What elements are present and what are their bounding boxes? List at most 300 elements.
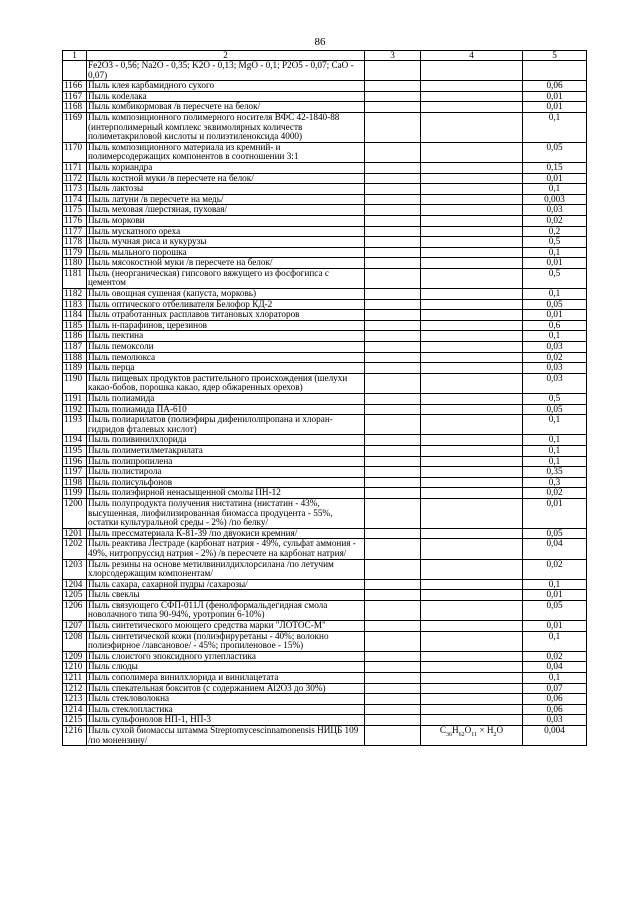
table-row <box>63 651 587 662</box>
substance-name: Пыль композиционного полимерного носителя ВФС 42-1840-88 (интерполимерный комплекс эквимолярных количеств полиметакриловой кислоты и полиэтиленоксида 4000) <box>87 112 365 142</box>
limit-value: 0,1 <box>523 247 587 258</box>
limit-value: 0,05 <box>523 528 587 539</box>
row-number: 1187 <box>63 342 87 353</box>
column-header: 5 <box>523 51 587 61</box>
limit-value: 0,1 <box>523 331 587 342</box>
formula <box>421 142 523 162</box>
formula <box>421 715 523 726</box>
substance-name: Пыль сухой биомассы штамма Streptomycescinnamonensis НИЦБ 109 /по монензину/ <box>87 726 365 746</box>
column-3-value <box>365 704 421 715</box>
column-3-value <box>365 673 421 684</box>
table-row <box>63 81 587 92</box>
limit-value: 0,003 <box>523 194 587 205</box>
column-3-value <box>365 445 421 456</box>
substance-name: Пыль клея карбамидного сухого <box>87 81 365 92</box>
substance-name: Пыль кориандра <box>87 162 365 173</box>
limit-value: 0,1 <box>523 456 587 467</box>
table-row <box>63 704 587 715</box>
substance-name: Пыль полиамида ПА-610 <box>87 404 365 415</box>
substance-name: Пыль полупродукта получения нистатина (нистатин - 43%, высушенная, лиофилизированная биомасса продуцента - 55%, остатки культуральной среды - 2%) /по белку/ <box>87 498 365 528</box>
substance-name: Пыль мускатного ореха <box>87 226 365 237</box>
table-row <box>63 539 587 559</box>
column-3-value <box>365 539 421 559</box>
substance-name: Пыль полиэфирной ненасыщенной смолы ПН-12 <box>87 488 365 499</box>
formula <box>421 394 523 405</box>
column-3-value <box>365 694 421 705</box>
table-row <box>63 435 587 446</box>
row-number: 1202 <box>63 539 87 559</box>
row-number: 1211 <box>63 673 87 684</box>
table-row <box>63 91 587 102</box>
row-number: 1186 <box>63 331 87 342</box>
limit-value: 0,1 <box>523 631 587 651</box>
column-3-value <box>365 559 421 579</box>
header-row <box>63 51 587 61</box>
formula <box>421 162 523 173</box>
column-3-value <box>365 715 421 726</box>
column-3-value <box>365 498 421 528</box>
formula <box>421 694 523 705</box>
limit-value: 0,01 <box>523 621 587 632</box>
table-row <box>63 726 587 746</box>
limit-value: 0,1 <box>523 184 587 195</box>
formula <box>421 445 523 456</box>
column-3-value <box>365 600 421 620</box>
column-3-value <box>365 112 421 142</box>
row-number: 1179 <box>63 247 87 258</box>
limit-value: 0,1 <box>523 289 587 300</box>
formula <box>421 247 523 258</box>
column-3-value <box>365 363 421 374</box>
row-number: 1210 <box>63 662 87 673</box>
limit-value: 0,03 <box>523 373 587 393</box>
substance-name: Пыль пищевых продуктов растительного происхождения (шелухи какао-бобов, порошка какао, ядер обжаренных орехов) <box>87 373 365 393</box>
column-3-value <box>365 373 421 393</box>
table-row <box>63 205 587 216</box>
row-number: 1184 <box>63 310 87 321</box>
substance-name: Пыль перца <box>87 363 365 374</box>
column-3-value <box>365 205 421 216</box>
formula <box>421 331 523 342</box>
formula <box>421 268 523 288</box>
limit-value: 0,5 <box>523 268 587 288</box>
formula <box>421 559 523 579</box>
substance-name: Пыль композиционного материала из кремний- и полимерсодержащих компонентов в соотношении 3:1 <box>87 142 365 162</box>
column-3-value <box>365 415 421 435</box>
row-number: 1168 <box>63 102 87 113</box>
substance-name: Пыль мыльного порошка <box>87 247 365 258</box>
row-number <box>63 61 87 81</box>
substance-name: Пыль лактозы <box>87 184 365 195</box>
substance-name: Пыль слюды <box>87 662 365 673</box>
limit-value: 0,04 <box>523 662 587 673</box>
formula <box>421 590 523 601</box>
substance-name: Пыль полистирола <box>87 467 365 478</box>
limit-value: 0,02 <box>523 215 587 226</box>
table-row <box>63 467 587 478</box>
column-3-value <box>365 215 421 226</box>
substance-name: Пыль пемолюкса <box>87 352 365 363</box>
limit-value: 0,05 <box>523 600 587 620</box>
formula <box>421 651 523 662</box>
substance-name: Пыль оптического отбеливателя Белофор КД-2 <box>87 299 365 310</box>
row-number: 1166 <box>63 81 87 92</box>
formula <box>421 102 523 113</box>
limit-value: 0,01 <box>523 173 587 184</box>
formula <box>421 342 523 353</box>
column-header: 1 <box>63 51 87 61</box>
substance-name: Пыль отработанных расплавов титановых хлораторов <box>87 310 365 321</box>
column-3-value <box>365 435 421 446</box>
row-number: 1196 <box>63 456 87 467</box>
row-number: 1172 <box>63 173 87 184</box>
table-row <box>63 342 587 353</box>
table-row <box>63 299 587 310</box>
limit-value: 0,35 <box>523 467 587 478</box>
table-row <box>63 579 587 590</box>
row-number: 1195 <box>63 445 87 456</box>
substance-name: Пыль н-парафинов, церезинов <box>87 320 365 331</box>
substance-name: Пыль кodeлака <box>87 91 365 102</box>
formula <box>421 673 523 684</box>
formula: $C_{36}H_{62}O_{11} \times H_2O$ <box>421 726 523 746</box>
formula <box>421 81 523 92</box>
column-3-value <box>365 488 421 499</box>
column-header: 4 <box>421 51 523 61</box>
row-number: 1178 <box>63 237 87 248</box>
column-3-value <box>365 528 421 539</box>
formula <box>421 61 523 81</box>
column-3-value <box>365 258 421 269</box>
substance-name: Пыль полисульфонов <box>87 477 365 488</box>
column-3-value <box>365 404 421 415</box>
row-number: 1167 <box>63 91 87 102</box>
substance-name: Fe2O3 - 0,56; Na2O - 0,35; K2O - 0,13; MgO - 0,1; P2O5 - 0,07; CaO - 0,07) <box>87 61 365 81</box>
column-header: 3 <box>365 51 421 61</box>
substance-name: Пыль (неорганическая) гипсового вяжущего из фосфогипса с цементом <box>87 268 365 288</box>
limit-value: 0,06 <box>523 81 587 92</box>
formula <box>421 683 523 694</box>
limit-value: 0,15 <box>523 162 587 173</box>
table-row <box>63 590 587 601</box>
column-3-value <box>365 352 421 363</box>
table-row <box>63 363 587 374</box>
table-row <box>63 404 587 415</box>
table-row <box>63 673 587 684</box>
column-3-value <box>365 142 421 162</box>
limit-value: 0,01 <box>523 102 587 113</box>
substance-name: Пыль овощная сушеная (капуста, морковь) <box>87 289 365 300</box>
substance-name: Пыль стекловолокна <box>87 694 365 705</box>
row-number: 1173 <box>63 184 87 195</box>
substance-name: Пыль латуни /в пересчете на медь/ <box>87 194 365 205</box>
table-row <box>63 258 587 269</box>
substance-name: Пыль прессматериала К-81-39 /по двуокиси кремния/ <box>87 528 365 539</box>
substance-name: Пыль комбикормовая /в пересчете на белок/ <box>87 102 365 113</box>
formula <box>421 528 523 539</box>
substance-name: Пыль полипропилена <box>87 456 365 467</box>
formula <box>421 456 523 467</box>
column-3-value <box>365 394 421 405</box>
substance-name: Пыль свеклы <box>87 590 365 601</box>
formula <box>421 488 523 499</box>
row-number: 1216 <box>63 726 87 746</box>
formula <box>421 600 523 620</box>
row-number: 1170 <box>63 142 87 162</box>
row-number: 1191 <box>63 394 87 405</box>
row-number: 1180 <box>63 258 87 269</box>
limit-value <box>523 61 587 81</box>
row-number: 1189 <box>63 363 87 374</box>
formula <box>421 289 523 300</box>
limit-value: 0,1 <box>523 579 587 590</box>
column-3-value <box>365 621 421 632</box>
limit-value: 0,06 <box>523 704 587 715</box>
row-number: 1204 <box>63 579 87 590</box>
row-number: 1175 <box>63 205 87 216</box>
row-number: 1209 <box>63 651 87 662</box>
column-3-value <box>365 331 421 342</box>
row-number: 1206 <box>63 600 87 620</box>
column-3-value <box>365 662 421 673</box>
table-row <box>63 310 587 321</box>
limit-value: 0,004 <box>523 726 587 746</box>
limit-value: 0,06 <box>523 694 587 705</box>
substance-name: Пыль полиамида <box>87 394 365 405</box>
limit-value: 0,1 <box>523 112 587 142</box>
column-3-value <box>365 162 421 173</box>
row-number: 1207 <box>63 621 87 632</box>
row-number: 1181 <box>63 268 87 288</box>
table-row <box>63 694 587 705</box>
formula <box>421 467 523 478</box>
row-number: 1199 <box>63 488 87 499</box>
column-3-value <box>365 268 421 288</box>
substance-name: Пыль стеклопластика <box>87 704 365 715</box>
formula <box>421 498 523 528</box>
formula <box>421 477 523 488</box>
formula <box>421 226 523 237</box>
formula <box>421 320 523 331</box>
limit-value: 0,02 <box>523 488 587 499</box>
table-row <box>63 142 587 162</box>
formula <box>421 310 523 321</box>
column-3-value <box>365 579 421 590</box>
formula <box>421 112 523 142</box>
formula <box>421 91 523 102</box>
table-row <box>63 477 587 488</box>
table-row <box>63 352 587 363</box>
column-3-value <box>365 726 421 746</box>
column-3-value <box>365 237 421 248</box>
column-3-value <box>365 590 421 601</box>
formula <box>421 215 523 226</box>
substance-name: Пыль спекательная бокситов (с содержанием Al2O3 до 30%) <box>87 683 365 694</box>
limit-value: 0,03 <box>523 205 587 216</box>
column-3-value <box>365 173 421 184</box>
table-row <box>63 226 587 237</box>
table-row <box>63 162 587 173</box>
row-number: 1174 <box>63 194 87 205</box>
substance-name: Пыль костной муки /в пересчете на белок/ <box>87 173 365 184</box>
column-header: 2 <box>87 51 365 61</box>
table-row <box>63 102 587 113</box>
row-number: 1201 <box>63 528 87 539</box>
column-3-value <box>365 477 421 488</box>
substance-name: Пыль сульфонолов НП-1, НП-3 <box>87 715 365 726</box>
column-3-value <box>365 226 421 237</box>
row-number: 1208 <box>63 631 87 651</box>
formula <box>421 404 523 415</box>
formula <box>421 631 523 651</box>
substance-name: Пыль пемоксоли <box>87 342 365 353</box>
limit-value: 0,03 <box>523 363 587 374</box>
formula <box>421 194 523 205</box>
row-number: 1169 <box>63 112 87 142</box>
limit-value: 0,1 <box>523 445 587 456</box>
row-number: 1177 <box>63 226 87 237</box>
column-3-value <box>365 651 421 662</box>
formula <box>421 704 523 715</box>
limit-value: 0,3 <box>523 477 587 488</box>
row-number: 1190 <box>63 373 87 393</box>
substance-name: Пыль сахара, сахарной пудры /сахарозы/ <box>87 579 365 590</box>
substance-name: Пыль мучная риса и кукурузы <box>87 237 365 248</box>
column-3-value <box>365 91 421 102</box>
limit-value: 0,5 <box>523 237 587 248</box>
table-row <box>63 61 587 81</box>
table-row <box>63 456 587 467</box>
limit-value: 0,01 <box>523 590 587 601</box>
column-3-value <box>365 299 421 310</box>
substance-name: Пыль слоистого эпоксидного углепластика <box>87 651 365 662</box>
limit-value: 0,05 <box>523 404 587 415</box>
table-row <box>63 559 587 579</box>
page-number: 86 <box>314 36 326 48</box>
limit-value: 0,1 <box>523 673 587 684</box>
column-3-value <box>365 61 421 81</box>
substance-name: Пыль синтетического моющего средства марки "ЛОТОС-М" <box>87 621 365 632</box>
row-number: 1185 <box>63 320 87 331</box>
formula <box>421 621 523 632</box>
table-row <box>63 498 587 528</box>
column-3-value <box>365 81 421 92</box>
limit-value: 0,01 <box>523 91 587 102</box>
formula <box>421 184 523 195</box>
table-row <box>63 621 587 632</box>
table-row <box>63 331 587 342</box>
limit-value: 0,01 <box>523 258 587 269</box>
limit-value: 0,03 <box>523 715 587 726</box>
limit-value: 0,01 <box>523 498 587 528</box>
table-row <box>63 247 587 258</box>
row-number: 1194 <box>63 435 87 446</box>
row-number: 1193 <box>63 415 87 435</box>
limit-value: 0,1 <box>523 435 587 446</box>
substance-name: Пыль реактива Лестраде (карбонат натрия - 49%, сульфат аммония - 49%, нитропруссид натрия - 2%) /в пересчете на карбонат натрия/ <box>87 539 365 559</box>
formula <box>421 352 523 363</box>
table-row <box>63 268 587 288</box>
limit-value: 0,05 <box>523 142 587 162</box>
formula <box>421 539 523 559</box>
formula <box>421 662 523 673</box>
table-row <box>63 415 587 435</box>
row-number: 1213 <box>63 694 87 705</box>
limit-value: 0,5 <box>523 394 587 405</box>
row-number: 1198 <box>63 477 87 488</box>
column-3-value <box>365 289 421 300</box>
limit-value: 0,04 <box>523 539 587 559</box>
limit-value: 0,6 <box>523 320 587 331</box>
limit-value: 0,03 <box>523 342 587 353</box>
substance-name: Пыль меховая /шерстяная, пуховая/ <box>87 205 365 216</box>
table-row <box>63 528 587 539</box>
table-row <box>63 320 587 331</box>
column-3-value <box>365 247 421 258</box>
table-row <box>63 631 587 651</box>
formula <box>421 373 523 393</box>
substance-name: Пыль пектина <box>87 331 365 342</box>
substance-name: Пыль связующего СФП-011Л (фенолформальдегидная смола новолачного типа 90-94%, уротропин 6-10%) <box>87 600 365 620</box>
formula <box>421 415 523 435</box>
column-3-value <box>365 456 421 467</box>
table-row <box>63 662 587 673</box>
limit-value: 0,02 <box>523 651 587 662</box>
column-3-value <box>365 467 421 478</box>
substance-name: Пыль полиметилметакрилата <box>87 445 365 456</box>
column-3-value <box>365 683 421 694</box>
substance-name: Пыль сополимера винилхлорида и винилацетата <box>87 673 365 684</box>
table-row <box>63 373 587 393</box>
formula <box>421 237 523 248</box>
substance-name: Пыль моркови <box>87 215 365 226</box>
substance-name: Пыль синтетической кожи (полиэфируретаны - 40%; волокно полиэфирное /лавсановое/ - 45%; пропиленовое - 15%) <box>87 631 365 651</box>
table-row <box>63 184 587 195</box>
formula <box>421 579 523 590</box>
row-number: 1182 <box>63 289 87 300</box>
limit-value: 0,07 <box>523 683 587 694</box>
table-row <box>63 488 587 499</box>
column-3-value <box>365 342 421 353</box>
substance-name: Пыль резины на основе метилвинилдихлорсилана /по летучим хлорсодержащим компонентам/ <box>87 559 365 579</box>
column-3-value <box>365 194 421 205</box>
table-row <box>63 600 587 620</box>
substance-name: Пыль поливинилхлорида <box>87 435 365 446</box>
row-number: 1188 <box>63 352 87 363</box>
table-row <box>63 683 587 694</box>
column-3-value <box>365 310 421 321</box>
row-number: 1215 <box>63 715 87 726</box>
table-row <box>63 112 587 142</box>
column-3-value <box>365 631 421 651</box>
formula <box>421 435 523 446</box>
row-number: 1183 <box>63 299 87 310</box>
table-row <box>63 715 587 726</box>
row-number: 1212 <box>63 683 87 694</box>
limit-value: 0,2 <box>523 226 587 237</box>
table-row <box>63 215 587 226</box>
table-row <box>63 394 587 405</box>
substances-table <box>62 50 587 746</box>
column-3-value <box>365 320 421 331</box>
substance-name: Пыль мясокостной муки /в пересчете на белок/ <box>87 258 365 269</box>
formula <box>421 299 523 310</box>
row-number: 1197 <box>63 467 87 478</box>
row-number: 1200 <box>63 498 87 528</box>
column-3-value <box>365 102 421 113</box>
table-row <box>63 445 587 456</box>
limit-value: 0,02 <box>523 559 587 579</box>
